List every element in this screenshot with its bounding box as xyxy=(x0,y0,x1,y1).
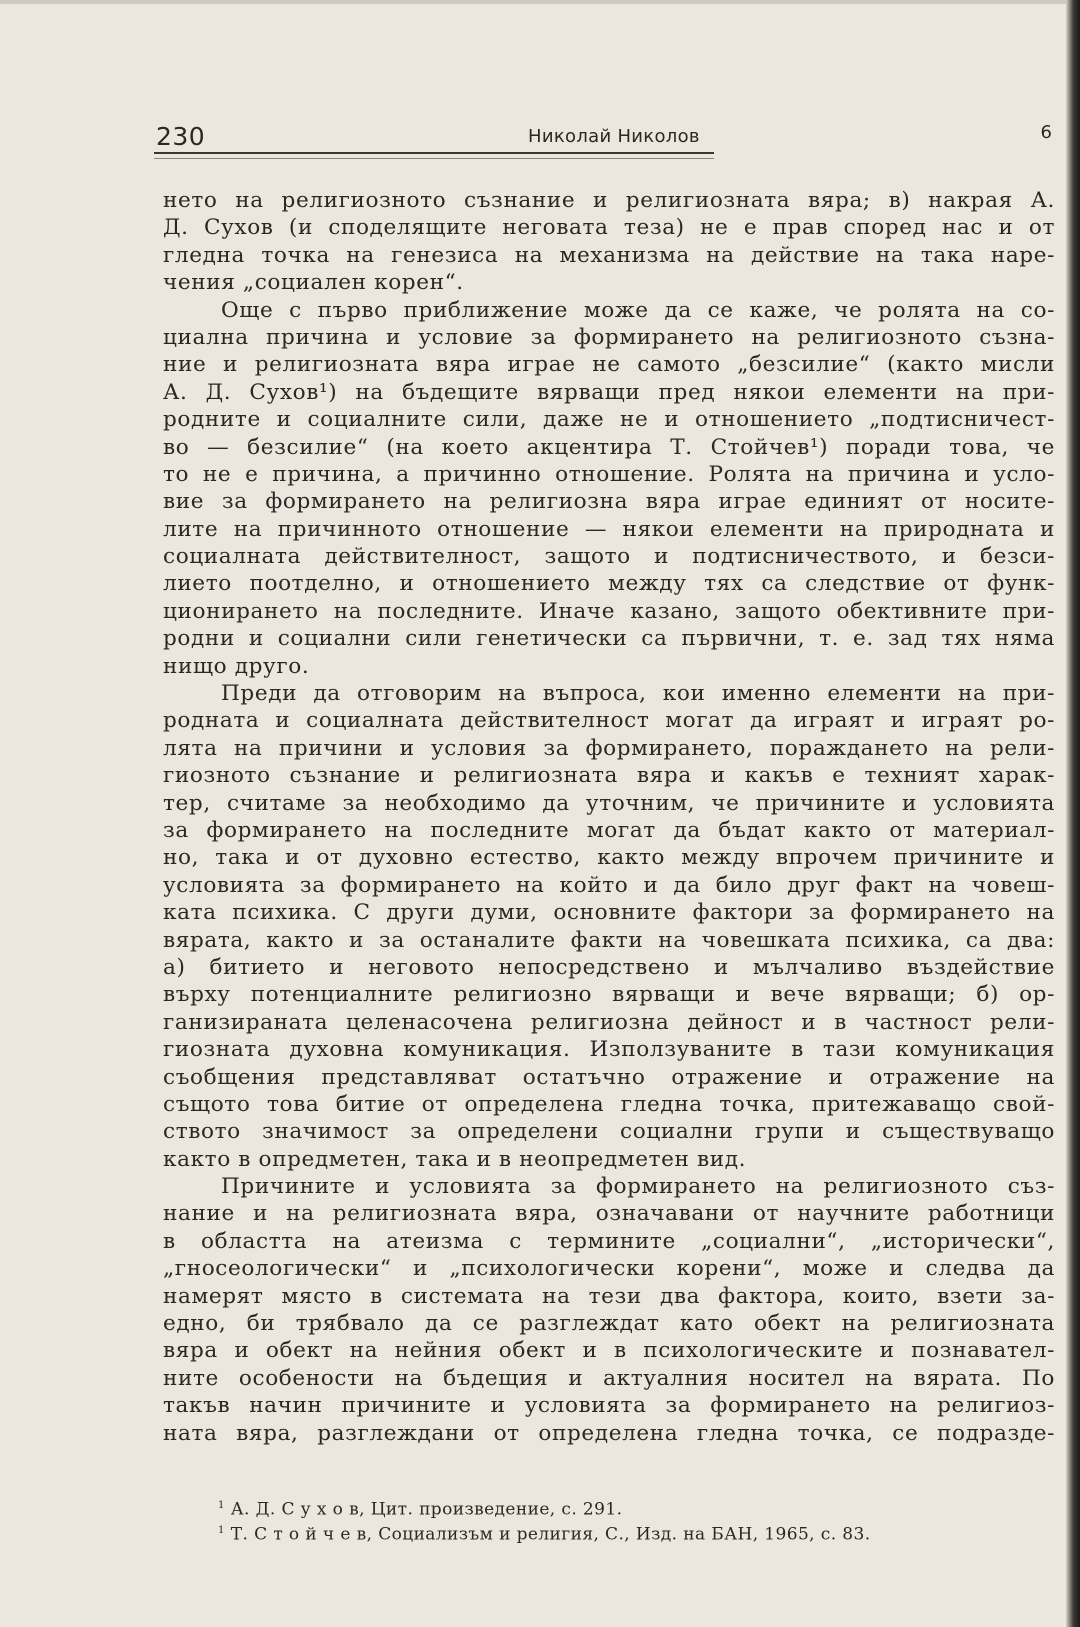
text-line: лието поотделно, и отношението между тях са следствие от функ- xyxy=(163,571,1055,597)
text-line: ните особености на бъдещия и актуалния носител на вярата. По xyxy=(163,1365,1055,1391)
footnote xyxy=(218,1518,1018,1543)
footnote-mark: 1 xyxy=(218,1525,225,1536)
paragraph-end-line: както в опредметен, така и в неопредметен вид. xyxy=(163,1146,747,1172)
page-number: 230 xyxy=(156,122,206,151)
text-line: гиозната духовна комуникация. Използуваните в тази комуникация xyxy=(163,1037,1055,1063)
footnote-text: А. Д. С у х о в, Цит. произведение, с. 291. xyxy=(230,1499,623,1520)
text-line: лите на причинното отношение — някои елементи на природната и xyxy=(163,516,1055,542)
text-line: намерят място в системата на тези два фактора, които, взети за- xyxy=(163,1283,1055,1309)
text-line: но, така и от духовно естество, както между впрочем причините и xyxy=(163,845,1055,871)
text-line: родните и социалните сили, даже не и отношението „подтисничест- xyxy=(163,407,1055,433)
text-line: нето на религиозното съзнание и религиозната вяра; в) накрая А. xyxy=(163,188,1055,213)
paragraph-end-line: чения „социален корен“. xyxy=(163,270,464,296)
signature-mark: 6 xyxy=(1040,122,1052,143)
page-top-edge xyxy=(0,0,1080,4)
text-line: лята на причини и условия за формирането, пораждането на рели- xyxy=(163,735,1055,761)
footnote xyxy=(218,1493,1018,1518)
paragraph-start-line: Причините и условията за формирането на религиозното съз- xyxy=(221,1174,1055,1200)
footnote-mark: 1 xyxy=(218,1500,225,1511)
text-line: вярата, както и за останалите факти на човешката психика, са два: xyxy=(163,927,1055,953)
text-line: условията за формирането на който и да било друг факт на човеш- xyxy=(163,872,1055,898)
text-line: гиозното съзнание и религиозната вяра и какъв е техният харак- xyxy=(163,763,1055,789)
body-text xyxy=(163,187,1055,1447)
text-line: ната вяра, разглеждани от определена гледна точка, се подразде- xyxy=(163,1420,1055,1446)
footnotes xyxy=(218,1493,1018,1543)
text-line: вяра и обект на нейния обект и в психологическите и познавател- xyxy=(163,1338,1055,1364)
running-title: Николай Николов xyxy=(528,126,700,147)
text-line: такъв начин причините и условията за формирането на религиоз- xyxy=(163,1393,1055,1419)
text-line: во — безсилие“ (на което акцентира Т. Стойчев¹) поради това, че xyxy=(163,434,1055,460)
paragraph-start-line: Преди да отговорим на въпроса, кои именно елементи на при- xyxy=(221,681,1055,707)
text-line: тер, считаме за необходимо да уточним, че причините и условията xyxy=(163,790,1055,816)
text-line: А. Д. Сухов¹) на бъдещите вярващи пред някои елементи на при- xyxy=(163,379,1055,405)
text-line: същото това битие от определена гледна точка, притежаващо свой- xyxy=(163,1091,1055,1117)
text-line: родни и социални сили генетически са първични, т. е. зад тях няма xyxy=(163,626,1055,652)
text-line: нание и на религиозната вяра, означавани от научните работници xyxy=(163,1201,1055,1227)
text-line: за формирането на последните могат да бъдат както от материал- xyxy=(163,817,1055,843)
text-line: „гносеологически“ и „психологически корени“, може и следва да xyxy=(163,1256,1055,1282)
text-line: ние и религиозната вяра играе не самото „безсилие“ (както мисли xyxy=(163,352,1055,378)
text-line: едно, би трябвало да се разглеждат като обект на религиозната xyxy=(163,1311,1055,1337)
text-line: родната и социалната действителност могат да играят и играят ро- xyxy=(163,708,1055,734)
text-line: Д. Сухов (и споделящите неговата теза) не е прав според нас и от xyxy=(163,215,1055,241)
text-line: ганизираната целенасочена религиозна дейност и в частност рели- xyxy=(163,1009,1055,1035)
header-rule-thin xyxy=(154,158,714,159)
text-line: то не е причина, а причинно отношение. Ролята на причина и усло- xyxy=(163,461,1055,487)
page-binding-shadow xyxy=(1066,0,1080,1627)
text-line: а) битието и неговото непосредствено и мълчаливо въздействие xyxy=(163,954,1055,980)
paragraph-end-line: нищо друго. xyxy=(163,653,310,679)
text-line: вие за формирането на религиозна вяра играе единият от носите- xyxy=(163,489,1055,515)
text-line: върху потенциалните религиозно вярващи и вече вярващи; б) ор- xyxy=(163,982,1055,1008)
text-line: ционирането на последните. Иначе казано, защото обективните при- xyxy=(163,598,1055,624)
text-line: циална причина и условие за формирането на религиозното съзна- xyxy=(163,324,1055,350)
header-rule xyxy=(154,152,714,154)
text-line: съобщения представляват остатъчно отражение и отражение на xyxy=(163,1064,1055,1090)
footnote-text: Т. С т о й ч е в, Социализъм и религия, С., Изд. на БАН, 1965, с. 83. xyxy=(230,1524,871,1545)
text-line: ството значимост за определени социални групи и съществуващо xyxy=(163,1119,1055,1145)
text-line: в областта на атеизма с термините „социални“, „исторически“, xyxy=(163,1228,1055,1254)
paragraph-start-line: Още с първо приближение може да се каже, че ролята на со- xyxy=(221,297,1055,323)
text-line: ката психика. С други думи, основните фактори за формирането на xyxy=(163,900,1055,926)
text-line: гледна точка на генезиса на механизма на действие на така наре- xyxy=(163,242,1055,268)
text-line: социалната действителност, защото и подтисничеството, и безси- xyxy=(163,544,1055,570)
